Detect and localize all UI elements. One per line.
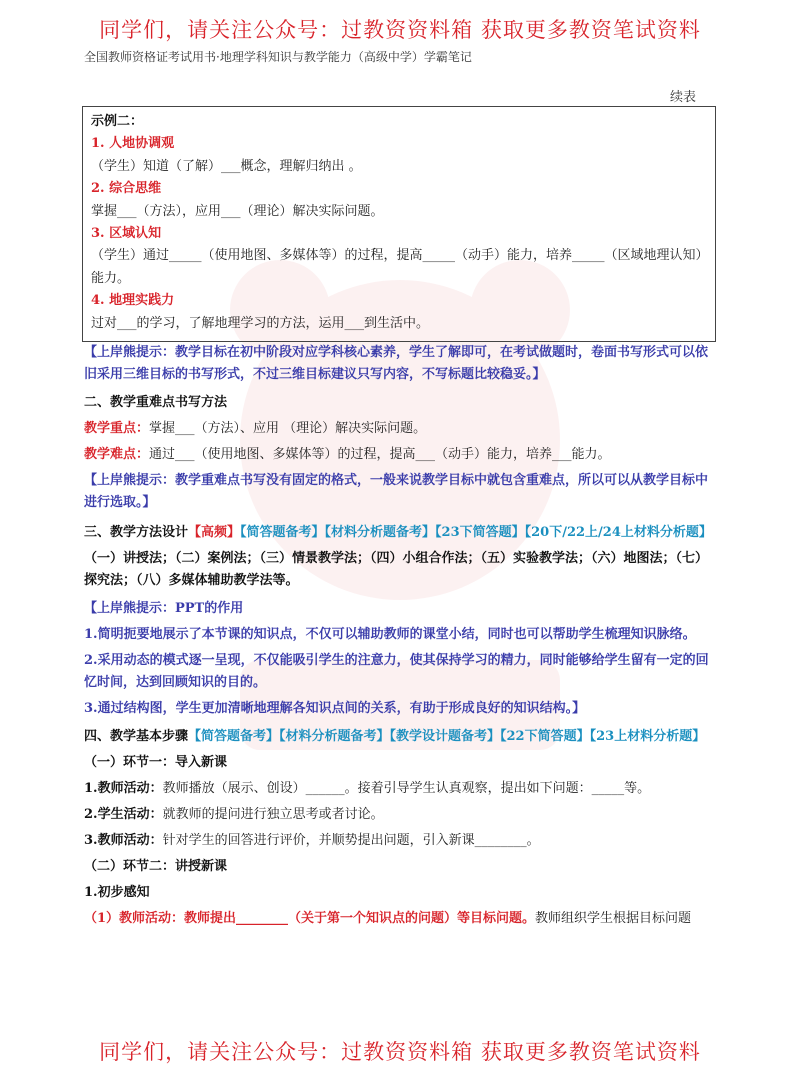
section3-tag-frequent: 【高频】 xyxy=(188,525,241,540)
section4-heading xyxy=(84,726,720,748)
book-title: 全国教师资格证考试用书·地理学科知识与教学能力（高级中学）学霸笔记 xyxy=(84,50,472,64)
section3-heading xyxy=(84,522,720,544)
step2-item-1-red: （1）教师活动：教师提出________（关于第一个知识点的问题）等目标问题。 xyxy=(84,911,536,926)
step1-item-1 xyxy=(84,778,720,800)
step2-item-1 xyxy=(84,908,720,930)
example-text-2: 掌握___（方法），应用___（理论）解决实际问题。 xyxy=(91,203,384,219)
example-box xyxy=(82,106,716,342)
example-heading-4: 4. 地理实践力 xyxy=(91,293,175,309)
top-banner: 同学们，请关注公众号：过教资资料箱 获取更多教资笔试资料 xyxy=(99,18,701,42)
tip-key-points: 【上岸熊提示：教学重难点书写没有固定的格式，一般来说教学目标中就包含重难点，所以可以从教学目标中进行选取。】 xyxy=(84,473,709,510)
section4-title: 四、教学基本步骤 xyxy=(84,729,189,744)
bottom-banner: 同学们，请关注公众号：过教资资料箱 获取更多教资笔试资料 xyxy=(99,1040,701,1064)
step1-item-2-text: 就教师的提问进行独立思考或者讨论。 xyxy=(162,807,384,822)
main-content xyxy=(84,342,720,930)
step2-title: （二）环节二：讲授新课 xyxy=(84,859,228,874)
example-text-1: （学生）知道（了解）___概念，理解归纳出 。 xyxy=(91,158,362,174)
example-heading-3: 3. 区域认知 xyxy=(91,226,162,242)
example-heading-2: 2. 综合思维 xyxy=(91,181,162,197)
ppt-tip-title: 【上岸熊提示：PPT的作用 xyxy=(84,601,244,616)
step1-item-2 xyxy=(84,804,720,826)
step1-item-1-text: 教师播放（展示、创设）______。接着引导学生认真观察，提出如下问题：_____等。 xyxy=(162,781,651,796)
difficult-point-line xyxy=(84,444,720,466)
example-text-3: （学生）通过_____（使用地图、多媒体等）的过程，提高_____（动手）能力，培养_____（区域地理认知）能力。 xyxy=(91,248,703,286)
step2-subtitle: 1.初步感知 xyxy=(84,885,150,900)
section2-title: 二、教学重难点书写方法 xyxy=(84,395,228,410)
section3-title: 三、教学方法设计 xyxy=(84,525,189,540)
difficult-point-text: 通过___（使用地图、多媒体等）的过程，提高___（动手）能力，培养___能力。 xyxy=(149,447,611,462)
step1-item-3 xyxy=(84,830,720,852)
continued-label: 续表 xyxy=(670,90,697,105)
example-text-4: 过对___的学习，了解地理学习的方法，运用___到生活中。 xyxy=(91,315,430,331)
step1-item-3-label: 3.教师活动： xyxy=(84,833,163,848)
section3-tags: 【简答题备考】【材料分析题备考】【23下简答题】【20下/22上/24上材料分析题】 xyxy=(240,525,712,540)
step1-item-3-text: 针对学生的回答进行评价，并顺势提出问题，引入新课________。 xyxy=(162,833,540,848)
difficult-point-label: 教学难点： xyxy=(84,447,150,462)
key-point-text: 掌握___（方法）、应用 （理论）解决实际问题。 xyxy=(149,421,427,436)
key-point-line xyxy=(84,418,720,440)
ppt-tip-point-2: 2.采用动态的模式逐一呈现，不仅能吸引学生的注意力，使其保持学习的精力，同时能够给学生留有一定的回忆时间，达到回顾知识的目的。 xyxy=(84,653,709,690)
example-title: 示例二： xyxy=(91,114,144,129)
step1-title: （一）环节一：导入新课 xyxy=(84,755,228,770)
example-heading-1: 1. 人地协调观 xyxy=(91,136,175,152)
step1-item-2-label: 2.学生活动： xyxy=(84,807,163,822)
step2-item-1-rest: 教师组织学生根据目标问题 xyxy=(535,911,692,926)
key-point-label: 教学重点： xyxy=(84,421,150,436)
ppt-tip-point-1: 1.简明扼要地展示了本节课的知识点，不仅可以辅助教师的课堂小结，同时也可以帮助学生梳理知识脉络。 xyxy=(84,627,696,642)
step1-item-1-label: 1.教师活动： xyxy=(84,781,163,796)
tip-objectives: 【上岸熊提示：教学目标在初中阶段对应学科核心素养，学生了解即可，在考试做题时，卷面书写形式可以依旧采用三维目标的书写形式，不过三维目标建议只写内容，不写标题比较稳妥。】 xyxy=(84,345,709,382)
section4-tags: 【简答题备考】【材料分析题备考】【教学设计题备考】【22下简答题】【23上材料分析题】 xyxy=(188,729,706,744)
teaching-methods: （一）讲授法；（二）案例法；（三）情景教学法；（四）小组合作法；（五）实验教学法；（六）地图法；（七）探究法；（八）多媒体辅助教学法等。 xyxy=(84,551,709,588)
ppt-tip-point-3: 3.通过结构图，学生更加清晰地理解各知识点间的关系，有助于形成良好的知识结构。】 xyxy=(84,701,586,716)
